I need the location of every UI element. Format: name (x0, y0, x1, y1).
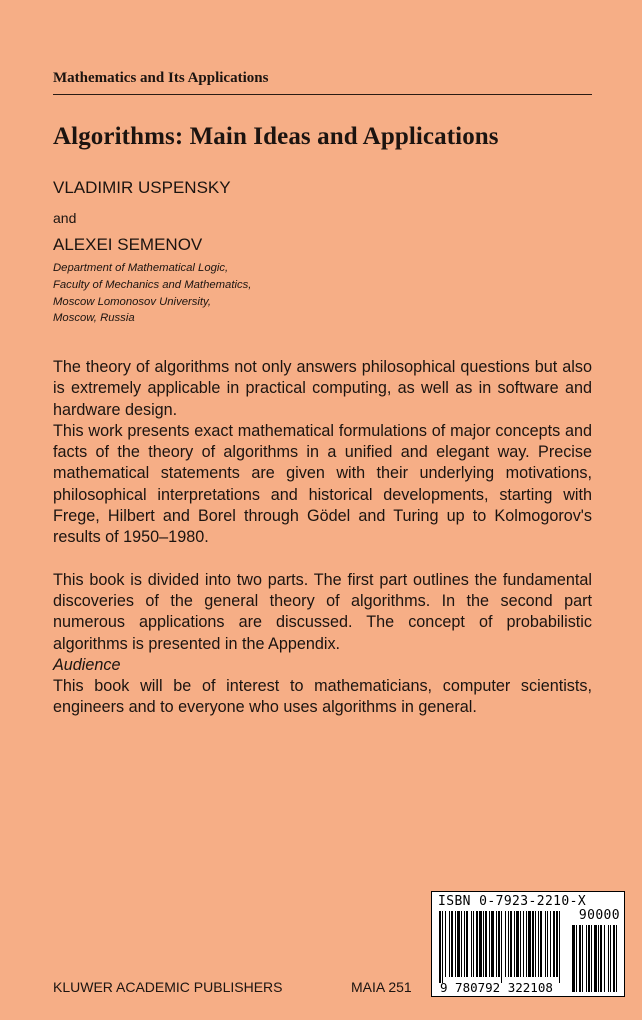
author-name-1: VLADIMIR USPENSKY (53, 178, 231, 197)
audience-heading: Audience (53, 655, 121, 674)
ean-number: 9 780792 322108 (440, 980, 553, 995)
audience-text: This book will be of interest to mathematicians, computer scientists, engineers and to everyone who uses algorithms in general. (53, 677, 592, 717)
isbn-label: ISBN 0-7923-2210-X (438, 894, 587, 909)
book-description (53, 357, 592, 719)
affiliation-line: Faculty of Mechanics and Mathematics, (53, 278, 252, 291)
affiliation-line: Moscow Lomonosov University, (53, 295, 212, 308)
book-title: Algorithms: Main Ideas and Applications (53, 123, 499, 150)
author-name-2: ALEXEI SEMENOV (53, 235, 203, 254)
isbn-barcode (431, 891, 625, 997)
header-rule (53, 94, 592, 95)
description-paragraph-2: This work presents exact mathematical formulations of major concepts and facts of the theory of algorithms in a unified and elegant way. Precise mathematical statements are given with their underlying motivations, philosophical interpretations and historical developments, starting with Frege, Hilbert and Borel through Gödel and Turing up to Kolmogorov's results of 1950–1980. (53, 421, 592, 547)
affiliation (53, 260, 251, 327)
barcode-addon-number: 90000 (578, 908, 620, 923)
publisher-name: KLUWER ACADEMIC PUBLISHERS (53, 979, 283, 995)
affiliation-line: Moscow, Russia (53, 312, 135, 325)
description-paragraph-1: The theory of algorithms not only answers philosophical questions but also is extremely applicable in practical computing, as well as in software and hardware design. (53, 358, 592, 419)
series-code: MAIA 251 (351, 979, 412, 995)
series-name: Mathematics and Its Applications (53, 70, 269, 86)
author-conjunction: and (53, 210, 77, 226)
description-paragraph-3: This book is divided into two parts. The first part outlines the fundamental discoveries of the general theory of algorithms. In the second part numerous applications are discussed. The concept of probabilistic algorithms is presented in the Appendix. (53, 570, 592, 653)
affiliation-line: Department of Mathematical Logic, (53, 262, 229, 274)
